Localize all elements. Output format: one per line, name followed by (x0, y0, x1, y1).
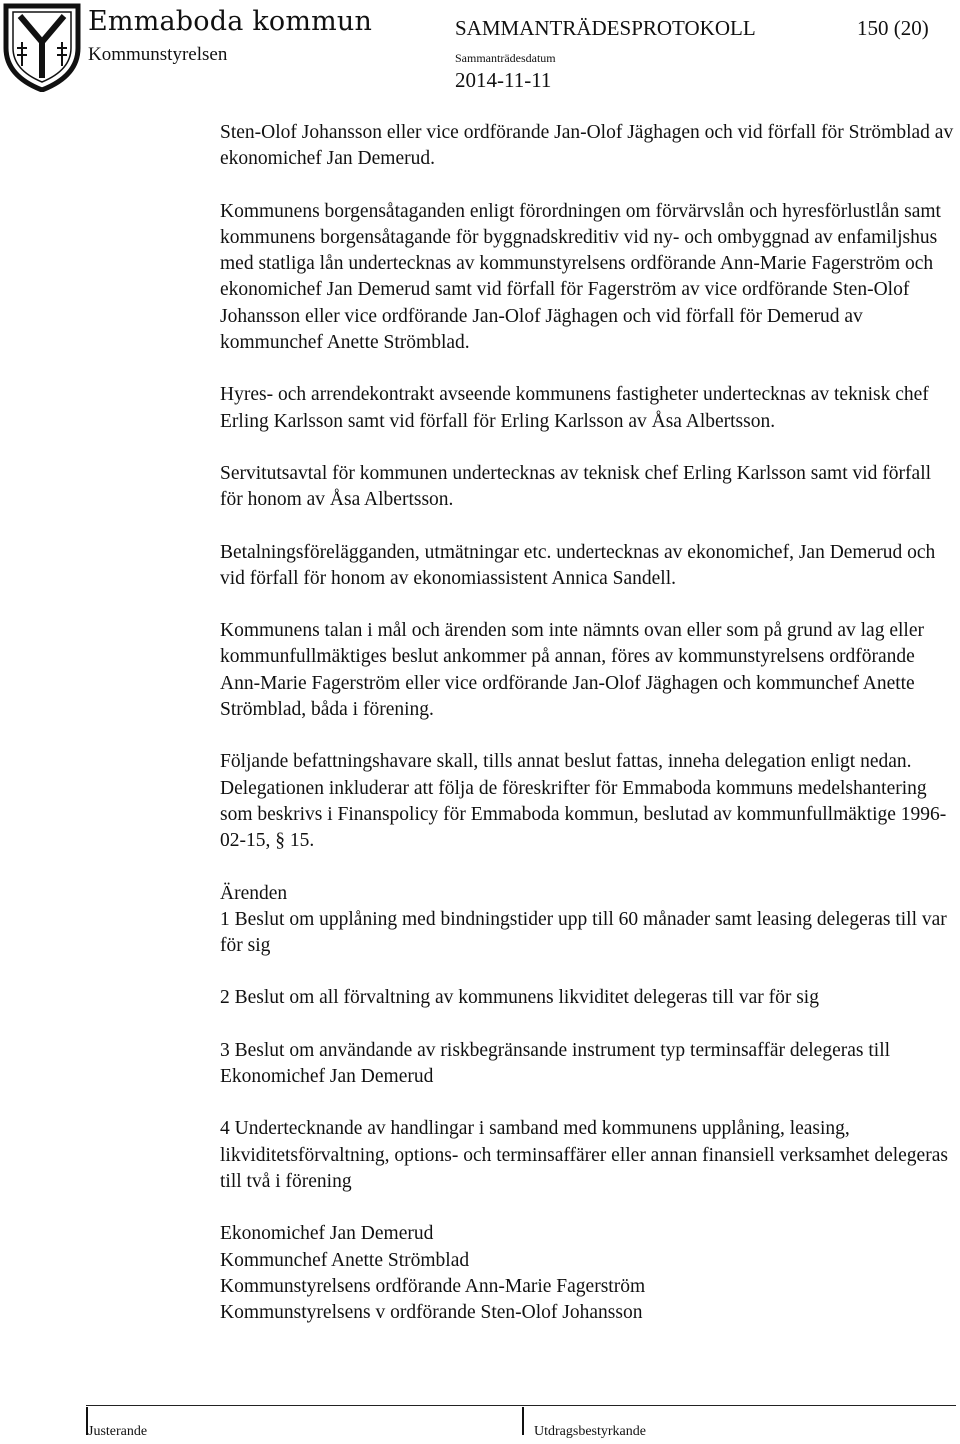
organization-department: Kommunstyrelsen (88, 44, 228, 65)
meeting-date-label: Sammanträdesdatum (455, 51, 556, 65)
paragraph: Sten-Olof Johansson eller vice ordförande Jan-Olof Jäghagen och vid förfall för Strömblad av ekonomichef Jan Demerud. (220, 122, 954, 170)
official-line: Kommunchef Anette Strömblad (220, 1249, 470, 1271)
coat-of-arms-logo (2, 2, 82, 92)
official-line: Ekonomichef Jan Demerud (220, 1223, 434, 1245)
arende-item: 4 Undertecknande av handlingar i samband med kommunens upplåning, leasing, likviditetsförvaltning, options- och terminsaffärer eller annan finansiell verksamhet delegeras till två i förening (220, 1118, 948, 1192)
document-type: SAMMANTRÄDESPROTOKOLL (455, 16, 756, 40)
paragraph: Kommunens talan i mål och ärenden som inte nämnts ovan eller som på grund av lag eller kommunfullmäktiges beslut ankommer på annan, föres av kommunstyrelsens ordförande Ann-Marie Fagerström eller vice ordförande Jan-Olof Jäghagen och kommunchef Anette Strömblad, båda i förening. (220, 620, 924, 721)
justerande-label: Justerande (88, 1424, 148, 1439)
official-line: Kommunstyrelsens v ordförande Sten-Olof Johansson (220, 1302, 643, 1324)
arende-item: 1 Beslut om upplåning med bindningstider upp till 60 månader samt leasing delegeras till var för sig (220, 908, 947, 957)
arenden-heading: Ärenden (220, 882, 288, 904)
paragraph: Följande befattningshavare skall, tills annat beslut fattas, inneha delegation enligt nedan. Delegationen inkluderar att följa de föreskrifter för Emmaboda kommuns medelshantering som beskrivs i Finanspolicy för Emmaboda kommun, beslutad av kommunfullmäktige 1996-02-15, § 15. (220, 751, 947, 852)
footer-divider (86, 1405, 956, 1406)
paragraph: Betalningsförelägganden, utmätningar etc. undertecknas av ekonomichef, Jan Demerud och vid förfall för honom av ekonomiassistent Annica Sandell. (220, 541, 936, 589)
organization-name: Emmaboda kommun (88, 6, 373, 37)
arende-item: 3 Beslut om användande av riskbegränsande instrument typ terminsaffär delegeras till Ekonomichef Jan Demerud (220, 1039, 891, 1088)
page-number: 150 (20) (857, 16, 929, 40)
paragraph: Servitutsavtal för kommunen undertecknas av teknisk chef Erling Karlsson samt vid förfall för honom av Åsa Albertsson. (220, 462, 932, 511)
meeting-date: 2014-11-11 (455, 68, 552, 92)
official-line: Kommunstyrelsens ordförande Ann-Marie Fagerström (220, 1275, 646, 1297)
paragraph: Hyres- och arrendekontrakt avseende kommunens fastigheter undertecknas av teknisk chef Erling Karlsson samt vid förfall för Erling Karlsson av Åsa Albertsson. (220, 384, 929, 432)
signature-box-divider (522, 1407, 524, 1435)
arende-item: 2 Beslut om all förvaltning av kommunens likviditet delegeras till var för sig (220, 987, 819, 1009)
paragraph: Kommunens borgensåtaganden enligt förordningen om förvärvslån och hyresförlustlån samt kommunens borgensåtagande för byggnadskreditiv vid ny- och ombyggnad av enfamiljshus med statliga lån undertecknas av kommunstyrelsens ordförande Ann-Marie Fagerström och ekonomichef Jan Demerud samt vid förfall för Fagerström av vice ordförande Sten-Olof Johansson eller vice ordförande Jan-Olof Jäghagen och vid förfall för Demerud av kommunchef Anette Strömblad. (220, 200, 941, 354)
protocol-body (220, 120, 956, 1326)
utdragsbestyrkande-label: Utdragsbestyrkande (534, 1424, 646, 1439)
